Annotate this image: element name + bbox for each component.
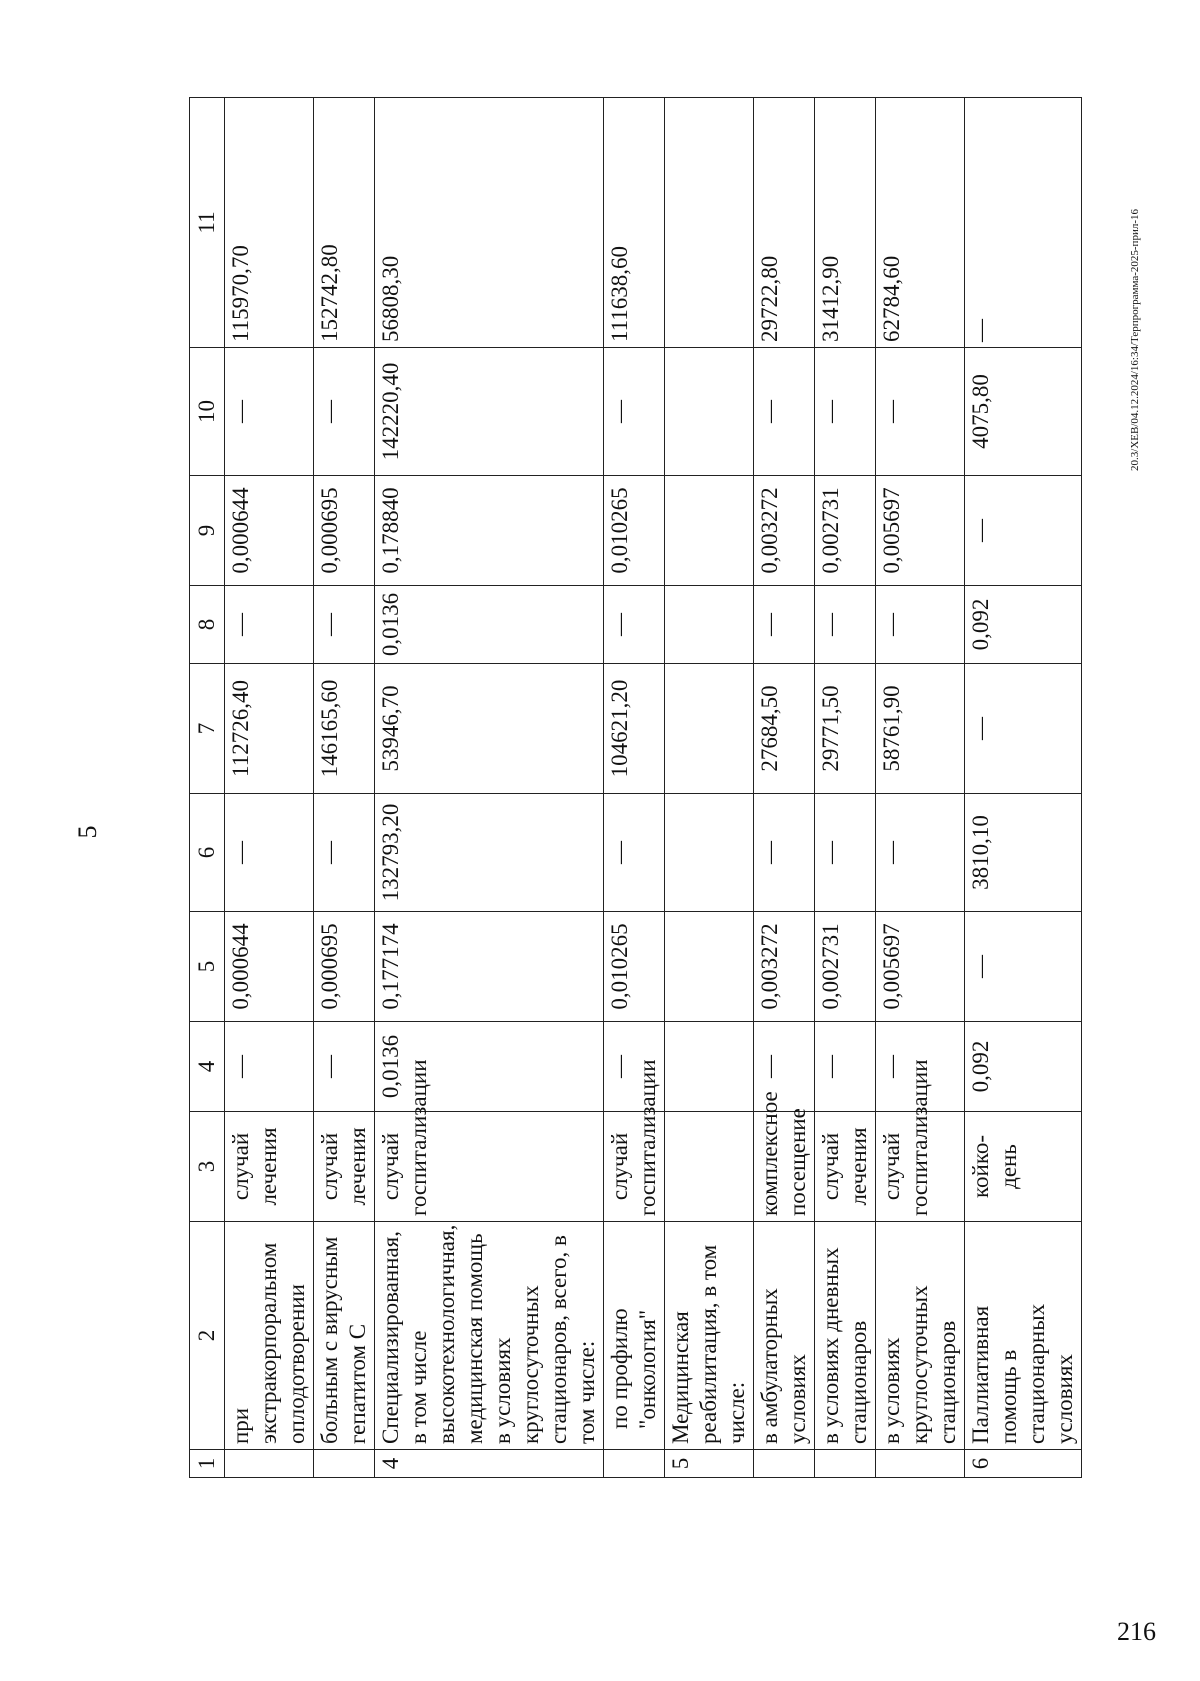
table-row <box>876 98 965 1478</box>
cell-value: 0,002731 <box>815 912 876 1022</box>
column-header: 9 <box>190 476 225 586</box>
cell-number <box>314 1450 375 1478</box>
cell-number <box>754 1450 815 1478</box>
cell-value: — <box>604 586 665 664</box>
cell-value: — <box>225 348 314 476</box>
cell-value: — <box>754 586 815 664</box>
cell-value: 0,0136 <box>375 1022 604 1112</box>
table-row <box>375 98 604 1478</box>
cell-care-type: по профилю "онкология" <box>604 1222 665 1450</box>
cell-value: 0,000644 <box>225 912 314 1022</box>
table-row <box>314 98 375 1478</box>
cell-care-type: больным с вирусным гепатитом С <box>314 1222 375 1450</box>
cell-value <box>665 476 754 586</box>
cell-value: — <box>604 1022 665 1112</box>
cell-value: 0,003272 <box>754 476 815 586</box>
cell-value: — <box>225 586 314 664</box>
cell-care-type: в амбулаторных условиях <box>754 1222 815 1450</box>
cell-value: 56808,30 <box>375 98 604 348</box>
cell-value <box>665 794 754 912</box>
cell-value: 53946,70 <box>375 664 604 794</box>
cell-value: 29722,80 <box>754 98 815 348</box>
cell-unit: комплексное посещение <box>754 1112 815 1222</box>
cell-value: — <box>876 1022 965 1112</box>
table-row <box>225 98 314 1478</box>
tariff-table <box>189 97 1082 1478</box>
cell-value: 111638,60 <box>604 98 665 348</box>
cell-value: — <box>225 794 314 912</box>
cell-value: — <box>876 348 965 476</box>
cell-number: 4 <box>375 1450 604 1478</box>
cell-care-type: Паллиативная помощь в стационарных условиях <box>965 1222 1082 1450</box>
cell-value: 58761,90 <box>876 664 965 794</box>
cell-value: — <box>314 348 375 476</box>
cell-number <box>604 1450 665 1478</box>
cell-number: 6 <box>965 1450 1082 1478</box>
cell-value: 31412,90 <box>815 98 876 348</box>
column-header: 2 <box>190 1222 225 1450</box>
cell-value: 0,0136 <box>375 586 604 664</box>
cell-value: — <box>604 348 665 476</box>
cell-value: 0,000644 <box>225 476 314 586</box>
cell-unit: случай лечения <box>314 1112 375 1222</box>
cell-value: — <box>965 664 1082 794</box>
cell-value: — <box>815 1022 876 1112</box>
table-row <box>965 98 1082 1478</box>
page-number: 5 <box>73 825 102 839</box>
cell-value: 4075,80 <box>965 348 1082 476</box>
cell-value: — <box>815 794 876 912</box>
cell-value: 112726,40 <box>225 664 314 794</box>
cell-value: 27684,50 <box>754 664 815 794</box>
cell-care-type: Медицинская реабилитация, в том числе: <box>665 1222 754 1450</box>
cell-value: — <box>965 476 1082 586</box>
cell-care-type: в условиях круглосуточных стационаров <box>876 1222 965 1450</box>
cell-care-type: Специализированная, в том числе высокотехнологичная, медицинская помощь в условиях круглосуточных стационаров, всего, в том числе: <box>375 1222 604 1450</box>
cell-number <box>225 1450 314 1478</box>
cell-unit <box>665 1112 754 1222</box>
cell-unit: случай лечения <box>225 1112 314 1222</box>
cell-value: — <box>876 586 965 664</box>
column-header: 8 <box>190 586 225 664</box>
table-row <box>604 98 665 1478</box>
cell-care-type: в условиях дневных стационаров <box>815 1222 876 1450</box>
cell-value: 0,000695 <box>314 912 375 1022</box>
cell-value: 0,003272 <box>754 912 815 1022</box>
cell-value: 3810,10 <box>965 794 1082 912</box>
column-header: 11 <box>190 98 225 348</box>
cell-value: 0,000695 <box>314 476 375 586</box>
cell-value: — <box>965 98 1082 348</box>
table-row <box>754 98 815 1478</box>
cell-number <box>876 1450 965 1478</box>
cell-value: 0,002731 <box>815 476 876 586</box>
cell-value: 115970,70 <box>225 98 314 348</box>
column-header: 4 <box>190 1022 225 1112</box>
cell-value: — <box>604 794 665 912</box>
column-header: 6 <box>190 794 225 912</box>
cell-unit: случай лечения <box>815 1112 876 1222</box>
cell-unit: случай госпитализации <box>604 1112 665 1222</box>
column-header: 10 <box>190 348 225 476</box>
cell-value: — <box>754 1022 815 1112</box>
cell-value: 0,010265 <box>604 912 665 1022</box>
cell-value: — <box>314 794 375 912</box>
column-header: 3 <box>190 1112 225 1222</box>
document-code: 20.3/ХЕВ/04.12.2024/16:34/Терпрограмма-2025-прил-16 <box>1129 209 1141 471</box>
cell-value <box>665 348 754 476</box>
cell-value: 0,178840 <box>375 476 604 586</box>
cell-value: 132793,20 <box>375 794 604 912</box>
rotated-table-container <box>189 98 1077 1478</box>
cell-value: — <box>876 794 965 912</box>
cell-unit: случай госпитализации <box>876 1112 965 1222</box>
cell-value: 152742,80 <box>314 98 375 348</box>
table-header-row <box>190 98 225 1478</box>
table-row <box>815 98 876 1478</box>
cell-value: — <box>754 348 815 476</box>
cell-value: 62784,60 <box>876 98 965 348</box>
cell-value: 0,005697 <box>876 912 965 1022</box>
table-row <box>665 98 754 1478</box>
cell-value: — <box>314 586 375 664</box>
cell-value <box>665 912 754 1022</box>
cell-care-type: при экстракорпоральном оплодотворении <box>225 1222 314 1450</box>
column-header: 7 <box>190 664 225 794</box>
cell-value: 104621,20 <box>604 664 665 794</box>
cell-unit: случай госпитализации <box>375 1112 604 1222</box>
cell-value: — <box>314 1022 375 1112</box>
cell-unit: койко-день <box>965 1112 1082 1222</box>
cell-value: — <box>225 1022 314 1112</box>
cell-value: 146165,60 <box>314 664 375 794</box>
cell-value <box>665 1022 754 1112</box>
cell-value: — <box>965 912 1082 1022</box>
cell-value: — <box>754 794 815 912</box>
cell-value: 0,010265 <box>604 476 665 586</box>
cell-value: 0,092 <box>965 1022 1082 1112</box>
cell-value <box>665 98 754 348</box>
cell-value: 0,177174 <box>375 912 604 1022</box>
cell-value <box>665 664 754 794</box>
cell-number: 5 <box>665 1450 754 1478</box>
column-header: 1 <box>190 1450 225 1478</box>
cell-value: — <box>815 586 876 664</box>
cell-value: 29771,50 <box>815 664 876 794</box>
sheet-number: 216 <box>1117 1617 1156 1646</box>
cell-value: — <box>815 348 876 476</box>
cell-value <box>665 586 754 664</box>
cell-value: 0,092 <box>965 586 1082 664</box>
cell-value: 142220,40 <box>375 348 604 476</box>
column-header: 5 <box>190 912 225 1022</box>
cell-value: 0,005697 <box>876 476 965 586</box>
cell-number <box>815 1450 876 1478</box>
